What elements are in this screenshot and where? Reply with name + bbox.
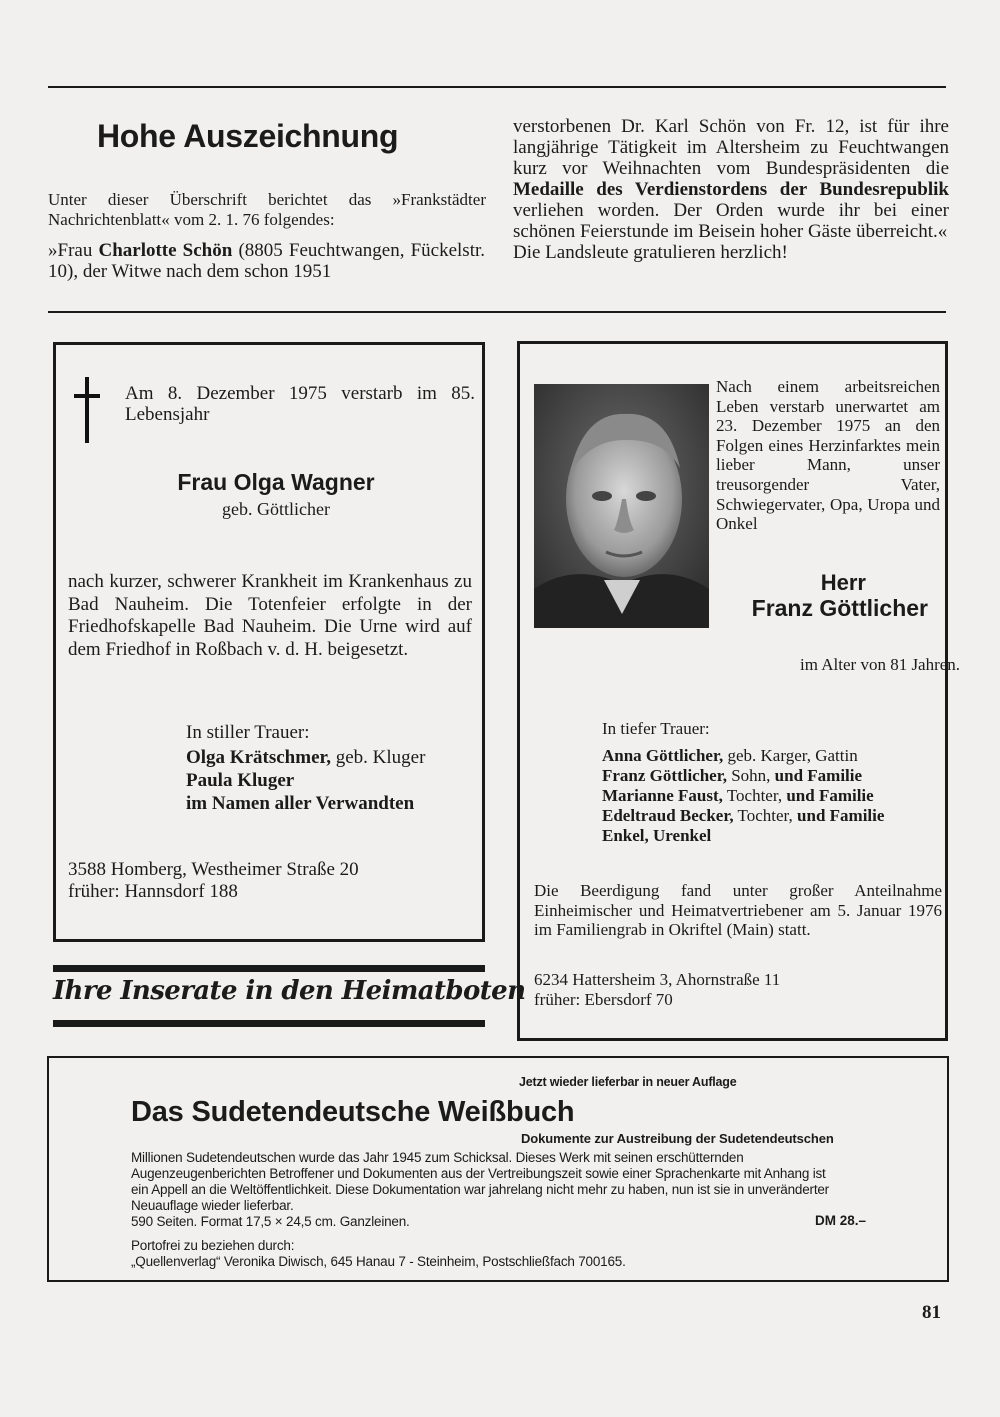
obit-right-funeral: Die Beerdigung fand unter großer Anteilnahme Einheimischer und Heimatvertriebener am 5. Januar 1976 im Familiengrab in Okriftel (Main) statt. <box>534 881 942 940</box>
mourner-1: Anna Göttlicher, geb. Karger, Gattin <box>602 746 858 765</box>
portrait-photo <box>534 384 709 628</box>
address-line-2: früher: Hannsdorf 188 <box>68 881 238 902</box>
article-column-2: verstorbenen Dr. Karl Schön von Fr. 12, ist für ihre langjährige Tätigkeit im Altersheim zu Feuchtwangen kurz vor Weihnachten vom Bundespräsidenten die Medaille des Verdienstordens der Bundesrepublik verliehen worden. Der Orden wurde ihr bei einer schönen Feierstunde im Beisein hoher Gäste überreicht.« Die Landsleute gratulieren herzlich! <box>513 116 949 263</box>
obit-right-intro: Nach einem arbeitsreichen Leben verstarb unerwartet am 23. Dezember 1975 an den Folgen eines Herzinfarktes mein lieber Mann, unser treusorgender Vater, Schwiegervater, Opa, Uropa und Onkel <box>716 377 940 534</box>
article-closing: Die Landsleute gratulieren herzlich! <box>513 242 788 263</box>
article-quote: »Frau Charlotte Schön (8805 Feuchtwangen, Fückelstr. 10), der Witwe nach dem schon 1951 <box>48 240 486 282</box>
article-bottom-rule <box>48 311 946 313</box>
obit-right-age: im Alter von 81 Jahren. <box>800 655 961 674</box>
mourning-label: In tiefer Trauer: <box>602 719 710 738</box>
cross-icon <box>74 377 100 443</box>
top-rule <box>48 86 946 88</box>
book-price: DM 28.– <box>815 1213 867 1228</box>
obit-right-address <box>534 970 934 1009</box>
article-intro: Unter dieser Überschrift berichtet das »Frankstädter Nachrichtenblatt« vom 2. 1. 76 folgendes: <box>48 190 486 229</box>
book-ad <box>47 1056 949 1282</box>
mourner-2: Paula Kluger <box>186 770 295 791</box>
book-publisher: „Quellenverlag“ Veronika Diwisch, 645 Hanau 7 - Steinheim, Postschließfach 700165. <box>131 1254 626 1269</box>
mourner-3: im Namen aller Verwandten <box>186 793 415 814</box>
mourner-2: Franz Göttlicher, Sohn, und Familie <box>602 766 863 785</box>
obit-left-address <box>68 859 468 903</box>
mourner-4: Edeltraud Becker, Tochter, und Familie <box>602 806 885 825</box>
address-line-1: 3588 Homberg, Westheimer Straße 20 <box>68 859 359 880</box>
banner-rule-top <box>53 965 485 972</box>
obit-left-mourners <box>186 721 486 815</box>
book-title: Das Sudetendeutsche Weißbuch <box>131 1096 575 1128</box>
obit-right-mourners <box>602 719 942 846</box>
mourner-5: Enkel, Urenkel <box>602 826 712 845</box>
obit-left-intro: Am 8. Dezember 1975 verstarb im 85. Lebensjahr <box>125 383 475 425</box>
page-number: 81 <box>922 1302 941 1323</box>
obit-right-title: Herr <box>820 570 866 595</box>
book-specs: 590 Seiten. Format 17,5 × 24,5 cm. Ganzleinen. <box>131 1214 410 1229</box>
book-subtitle: Dokumente zur Austreibung der Sudetendeutschen <box>521 1131 834 1146</box>
obit-left-body: nach kurzer, schwerer Krankheit im Krankenhaus zu Bad Nauheim. Die Totenfeier erfolgte in der Friedhofskapelle Bad Nauheim. Die Urne wird auf dem Friedhof in Roßbach v. d. H. beigesetzt. <box>68 571 472 660</box>
obit-right-name: Franz Göttlicher <box>751 595 928 621</box>
obituary-franz-goettlicher <box>517 341 961 1041</box>
obit-left-maiden: geb. Göttlicher <box>222 499 330 519</box>
obit-left-name: Frau Olga Wagner <box>177 469 375 495</box>
ad-banner-text: Ihre Inserate in den Heimatboten <box>53 976 526 1006</box>
mourning-label: In stiller Trauer: <box>186 722 310 743</box>
book-description: Millionen Sudetendeutschen wurde das Jahr 1945 zum Schicksal. Dieses Werk mit seinen erschütternden Augenzeugenberichten Betroffener und Dokumenten aus der Vertreibungszeit sowie einer Sprachenkarte mit Anhang ist ein Appell an die Weltöffentlichkeit. Diese Dokumentation war jahrelang nicht mehr zu haben, nun ist sie in unveränderter Neuauflage wieder lieferbar. <box>131 1150 829 1213</box>
article-title: Hohe Auszeichnung <box>97 118 399 154</box>
obituary-olga-wagner <box>53 342 485 942</box>
book-order-label: Portofrei zu beziehen durch: <box>131 1238 295 1253</box>
mourner-3: Marianne Faust, Tochter, und Familie <box>602 786 874 805</box>
banner-rule-bottom <box>53 1020 485 1027</box>
book-availability: Jetzt wieder lieferbar in neuer Auflage <box>519 1075 737 1089</box>
mourner-1: Olga Krätschmer, geb. Kluger <box>186 747 426 768</box>
address-line-2: früher: Ebersdorf 70 <box>534 989 673 1009</box>
address-line-1: 6234 Hattersheim 3, Ahornstraße 11 <box>534 970 781 989</box>
